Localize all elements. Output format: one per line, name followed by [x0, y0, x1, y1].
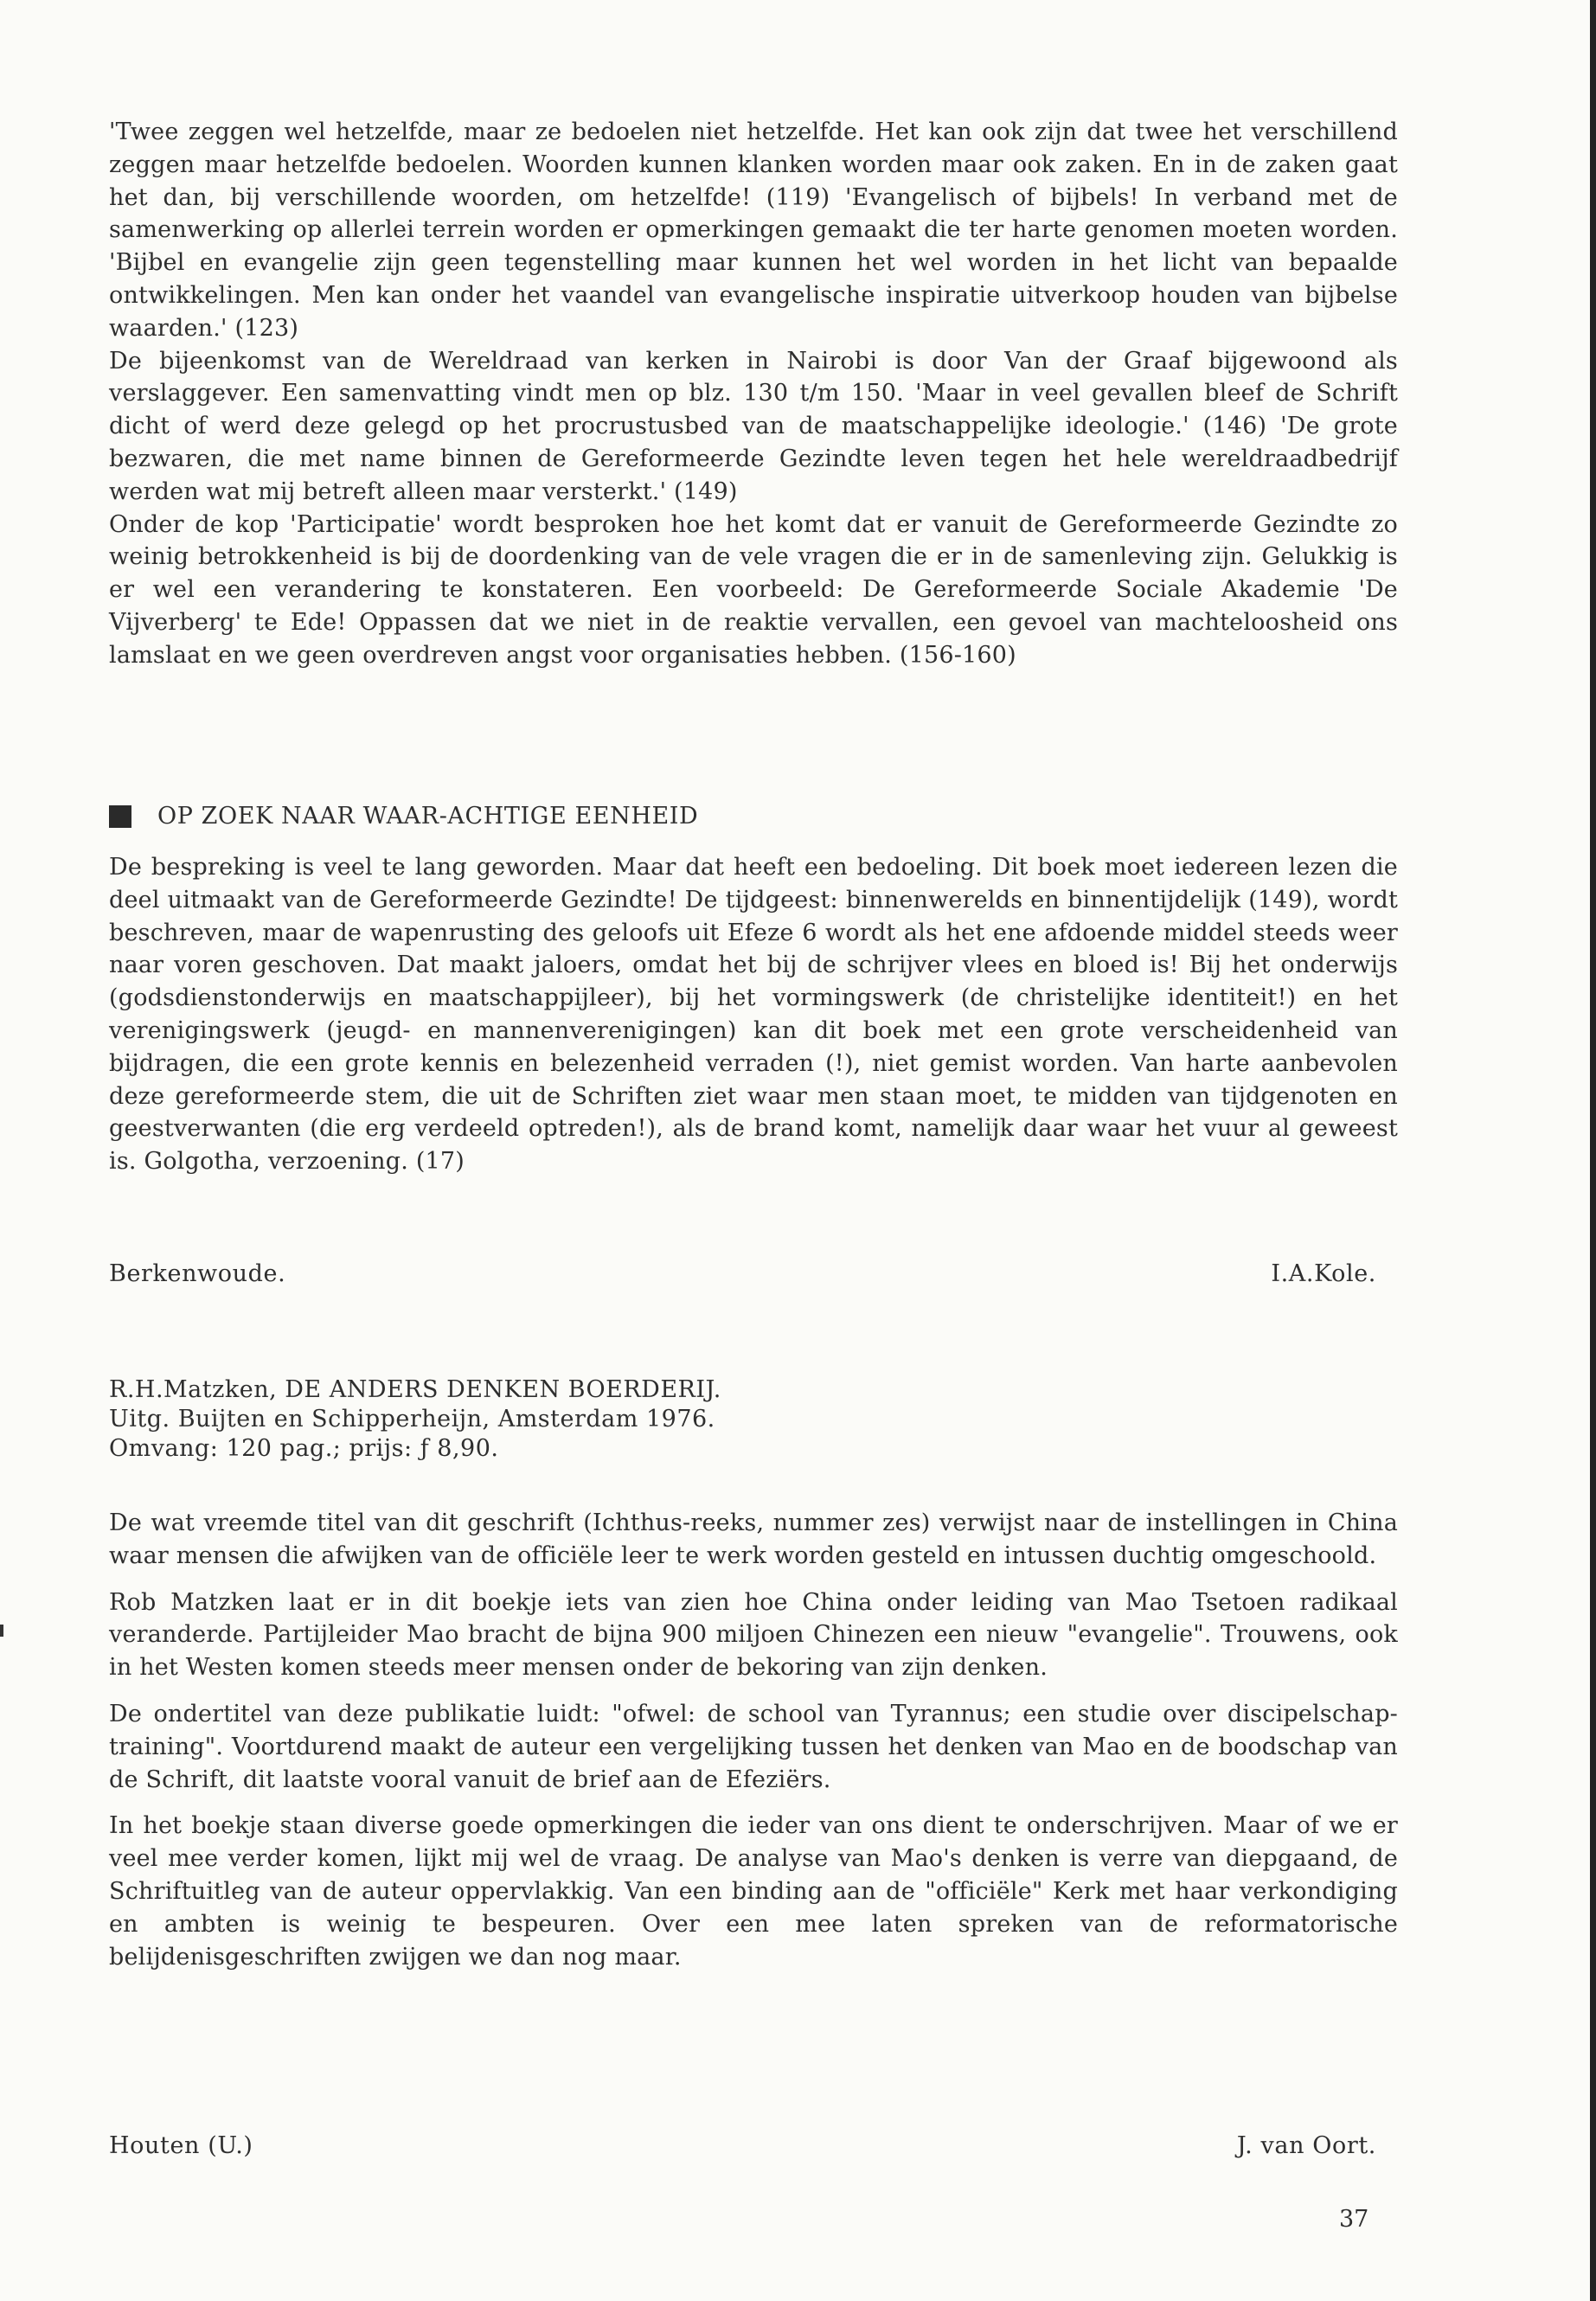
review1-place: Berkenwoude.	[109, 1260, 286, 1287]
review1-paragraph-3: Onder de kop 'Participatie' wordt besproken hoe het komt dat er vanuit de Gereformeerde Gezindte zo weinig betrokkenheid is bij de doordenking van de vele vragen die er in de samenleving zijn. Gelukkig is er wel een verandering te konstateren. Een voorbeeld: De Gereformeerde Sociale Akademie 'De Vijverberg' te Ede! Oppassen dat we niet in de reaktie vervallen, een gevoel van machteloosheid ons lamslaat en we geen overdreven angst voor organisaties hebben. (156-160)	[109, 510, 1398, 669]
bib-publisher: Uitg. Buijten en Schipperheijn, Amsterdam 1976.	[109, 1406, 715, 1433]
review1-body	[109, 116, 1398, 672]
scan-edge-mark	[0, 1625, 3, 1637]
review2-signature	[109, 2132, 1376, 2159]
review1-closing-paragraph: De bespreking is veel te lang geworden. Maar dat heeft een bedoeling. Dit boek moet iedereen lezen die deel uitmaakt van de Gereformeerde Gezindte! De tijdgeest: binnenwerelds en binnentijdelijk (149), wordt beschreven, maar de wapenrusting des geloofs uit Efeze 6 wordt als het ene afdoende middel steeds weer naar voren geschoven. Dat maakt jaloers, omdat het bij de schrijver vlees en bloed is! Bij het onderwijs (godsdienstonderwijs en maatschappijleer), bij het vormingswerk (de christelijke identiteit!) en het verenigingswerk (jeugd- en mannenverenigingen) kan dit boek met een grote verscheidenheid van bijdragen, die een grote kennis en belezenheid verraden (!), niet gemist worden. Van harte aanbevolen deze gereformeerde stem, die uit de Schriften ziet waar men staan moet, te midden van tijdgenoten en geestverwanten (die erg verdeeld optreden!), als de brand komt, namelijk daar waar het vuur al geweest is. Golgotha, verzoening. (17)	[109, 854, 1398, 1176]
review2-paragraph-4: In het boekje staan diverse goede opmerkingen die ieder van ons dient te onderschrijven. Maar of we er veel mee verder komen, lijkt mij wel de vraag. De analyse van Mao's denken is verre van diepgaand, de Schriftuitleg van de auteur oppervlakkig. Van een binding aan de "officiële" Kerk met haar verkondiging en ambten is weinig te bespeuren. Over een mee laten spreken van de reformatorische belijdenisgeschriften zwijgen we dan nog maar.	[109, 1812, 1398, 1971]
review2-paragraph-1: De wat vreemde titel van dit geschrift (Ichthus-reeks, nummer zes) verwijst naar de instellingen in China waar mensen die afwijken van de officiële leer te werk worden gesteld en intussen duchtig omgeschoold.	[109, 1509, 1398, 1569]
section-heading	[109, 803, 698, 830]
review2-bibliography	[109, 1375, 721, 1464]
page-number: 37	[1339, 2206, 1369, 2233]
review1-signature	[109, 1260, 1376, 1287]
bib-size: Omvang: 120 pag.; prijs: ƒ 8,90.	[109, 1435, 499, 1462]
review2-place: Houten (U.)	[109, 2132, 253, 2159]
review1-author: I.A.Kole.	[1271, 1260, 1376, 1287]
review1-paragraph-2: De bijeenkomst van de Wereldraad van kerken in Nairobi is door Van der Graaf bijgewoond als verslaggever. Een samenvatting vindt men op blz. 130 t/m 150. 'Maar in veel gevallen bleef de Schrift dicht of werd deze gelegd op het procrustusbed van de maatschappelijke ideologie.' (146) 'De grote bezwaren, die met name binnen de Gereformeerde Gezindte leven tegen het hele wereldraadbedrijf werden wat mij betreft alleen maar versterkt.' (149)	[109, 347, 1398, 505]
review1-paragraph-1: 'Twee zeggen wel hetzelfde, maar ze bedoelen niet hetzelfde. Het kan ook zijn dat twee het verschillend zeggen maar hetzelfde bedoelen. Woorden kunnen klanken worden maar ook zaken. En in de zaken gaat het dan, bij verschillende woorden, om hetzelfde! (119) 'Evangelisch of bijbels! In verband met de samenwerking op allerlei terrein worden er opmerkingen gemaakt die ter harte genomen moeten worden. 'Bijbel en evangelie zijn geen tegenstelling maar kunnen het wel worden in het licht van bepaalde ontwikkelingen. Men kan onder het vaandel van evangelische inspiratie uitverkoop houden van bijbelse waarden.' (123)	[109, 119, 1398, 342]
bib-title: R.H.Matzken, DE ANDERS DENKEN BOERDERIJ.	[109, 1376, 721, 1403]
review2-paragraph-2: Rob Matzken laat er in dit boekje iets van zien hoe China onder leiding van Mao Tsetoen radikaal veranderde. Partijleider Mao bracht de bijna 900 miljoen Chinezen een nieuw "evangelie". Trouwens, ook in het Westen komen steeds meer mensen onder de bekoring van zijn denken.	[109, 1588, 1398, 1682]
square-bullet-icon	[109, 805, 131, 828]
section-heading-text: OP ZOEK NAAR WAAR-ACHTIGE EENHEID	[157, 803, 699, 830]
review2-author: J. van Oort.	[1236, 2132, 1376, 2159]
review2-body	[109, 1507, 1398, 1973]
review1-closing	[109, 851, 1398, 1178]
review2-paragraph-3: De ondertitel van deze publikatie luidt: "ofwel: de school van Tyrannus; een studie over discipelschap-training". Voortdurend maakt de auteur een vergelijking tussen het denken van Mao en de boodschap van de Schrift, dit laatste vooral vanuit de brief aan de Efeziërs.	[109, 1700, 1398, 1793]
